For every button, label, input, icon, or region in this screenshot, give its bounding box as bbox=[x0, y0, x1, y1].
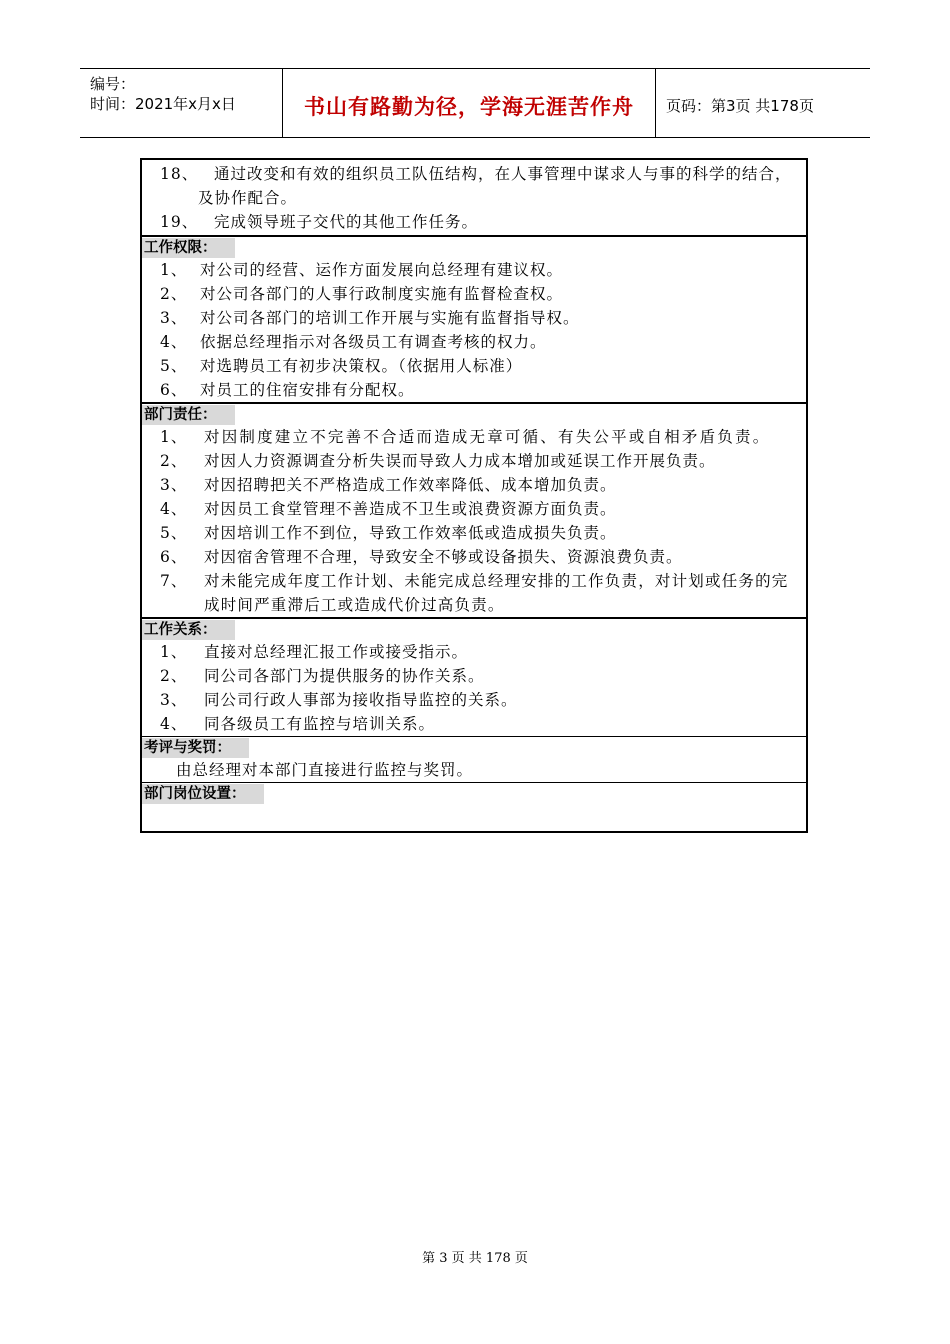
list-item bbox=[142, 449, 806, 473]
list-item bbox=[142, 425, 806, 449]
item-number: 5、 bbox=[160, 524, 188, 542]
item-text: 对公司各部门的培训工作开展与实施有监督指导权。 bbox=[200, 309, 580, 327]
authority-section bbox=[142, 237, 806, 404]
item-text: 对因宿舍管理不合理，导致安全不够或设备损失、资源浪费负责。 bbox=[204, 548, 683, 566]
doc-time-label: 时间：2021年x月x日 bbox=[90, 95, 236, 113]
list-item bbox=[142, 545, 806, 569]
section-title: 工作关系： bbox=[142, 620, 235, 640]
item-number: 6、 bbox=[160, 548, 188, 566]
item-number: 3、 bbox=[160, 309, 188, 327]
item-number: 3、 bbox=[160, 691, 188, 709]
section-title: 考评与奖罚： bbox=[142, 738, 249, 758]
list-item bbox=[142, 688, 806, 712]
item-number: 2、 bbox=[160, 285, 188, 303]
item-text: 同公司行政人事部为接收指导监控的关系。 bbox=[204, 691, 518, 709]
item-text: 对公司的经营、运作方面发展向总经理有建议权。 bbox=[200, 261, 564, 279]
list-item bbox=[142, 354, 806, 378]
list-item bbox=[142, 640, 806, 664]
item-text: 对员工的住宿安排有分配权。 bbox=[200, 381, 415, 399]
list-item bbox=[142, 330, 806, 354]
item-number: 2、 bbox=[160, 667, 188, 685]
section-title: 部门岗位设置： bbox=[142, 784, 264, 804]
item-number: 1、 bbox=[160, 643, 188, 661]
duties-continued-section bbox=[142, 160, 806, 237]
item-number: 2、 bbox=[160, 452, 188, 470]
item-text: 对因员工食堂管理不善造成不卫生或浪费资源方面负责。 bbox=[204, 500, 617, 518]
item-number: 4、 bbox=[160, 333, 188, 351]
header-page-label: 页码：第3页 共178页 bbox=[666, 97, 814, 115]
item-text: 对因人力资源调查分析失误而导致人力成本增加或延误工作开展负责。 bbox=[204, 452, 716, 470]
item-number: 7、 bbox=[160, 572, 188, 590]
header-motto: 书山有路勤为径，学海无涯苦作舟 bbox=[304, 95, 634, 119]
item-number: 6、 bbox=[160, 381, 188, 399]
item-text: 对因制度建立不完善不合适而造成无章可循、有失公平或自相矛盾负责。 bbox=[204, 428, 771, 446]
doc-code-label: 编号： bbox=[90, 75, 136, 93]
list-item bbox=[142, 258, 806, 282]
list-item bbox=[142, 569, 806, 617]
item-number: 4、 bbox=[160, 500, 188, 518]
job-description-table bbox=[140, 158, 808, 833]
list-item bbox=[142, 664, 806, 688]
item-text: 完成领导班子交代的其他工作任务。 bbox=[214, 213, 479, 231]
item-text: 同各级员工有监控与培训关系。 bbox=[204, 715, 436, 733]
item-text: 对选聘员工有初步决策权。（依据用人标准） bbox=[200, 357, 523, 375]
header-meta-cell bbox=[80, 69, 282, 137]
section-title: 部门责任： bbox=[142, 405, 235, 425]
list-item bbox=[142, 162, 806, 210]
item-number: 3、 bbox=[160, 476, 188, 494]
item-text: 对未能完成年度工作计划、未能完成总经理安排的工作负责，对计划或任务的完成时间严重滞后工或造成代价过高负责。 bbox=[204, 572, 789, 614]
section-title: 工作权限： bbox=[142, 238, 235, 258]
item-number: 1、 bbox=[160, 428, 188, 446]
item-text: 对因招聘把关不严格造成工作效率降低、成本增加负责。 bbox=[204, 476, 617, 494]
item-number: 5、 bbox=[160, 357, 188, 375]
page-footer: 第 3 页 共 178 页 bbox=[422, 1251, 528, 1266]
header-motto-cell bbox=[282, 69, 656, 137]
relations-section bbox=[142, 619, 806, 737]
list-item bbox=[142, 473, 806, 497]
item-text: 依据总经理指示对各级员工有调查考核的权力。 bbox=[200, 333, 547, 351]
item-number: 18、 bbox=[160, 165, 199, 183]
item-number: 19、 bbox=[160, 213, 199, 231]
evaluation-text: 由总经理对本部门直接进行监控与奖罚。 bbox=[176, 761, 474, 779]
list-item bbox=[142, 712, 806, 736]
evaluation-section bbox=[142, 737, 806, 783]
list-item bbox=[142, 282, 806, 306]
item-text: 通过改变和有效的组织员工队伍结构，在人事管理中谋求人与事的科学的结合，及协作配合。 bbox=[198, 165, 792, 207]
page-header bbox=[80, 68, 870, 138]
item-text: 对公司各部门的人事行政制度实施有监督检查权。 bbox=[200, 285, 564, 303]
item-text: 对因培训工作不到位，导致工作效率低或造成损失负责。 bbox=[204, 524, 617, 542]
item-text: 直接对总经理汇报工作或接受指示。 bbox=[204, 643, 469, 661]
item-text: 同公司各部门为提供服务的协作关系。 bbox=[204, 667, 485, 685]
item-number: 4、 bbox=[160, 715, 188, 733]
header-page-cell bbox=[656, 69, 870, 137]
list-item bbox=[142, 521, 806, 545]
positions-section bbox=[142, 783, 806, 831]
list-item bbox=[142, 210, 806, 234]
list-item bbox=[142, 378, 806, 402]
responsibility-section bbox=[142, 404, 806, 619]
list-item bbox=[142, 497, 806, 521]
list-item bbox=[142, 306, 806, 330]
item-number: 1、 bbox=[160, 261, 188, 279]
